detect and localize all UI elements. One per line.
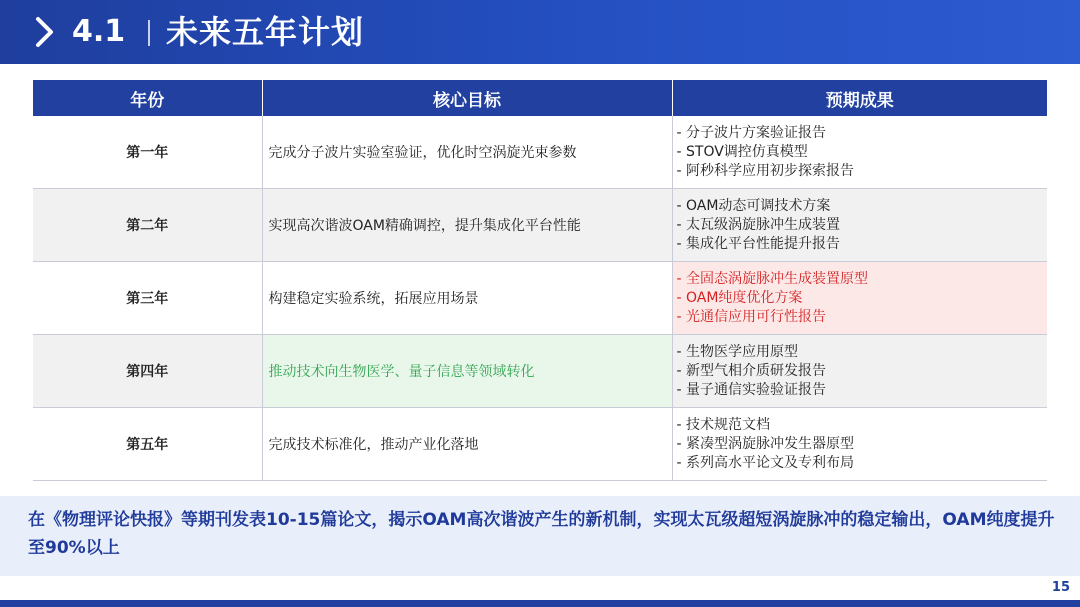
footer-bar bbox=[0, 600, 1080, 607]
table-row bbox=[33, 262, 1047, 335]
result-item: - 分子波片方案验证报告 bbox=[676, 124, 827, 141]
column-header-results: 预期成果 bbox=[672, 80, 1047, 116]
results-cell-highlighted bbox=[672, 262, 1047, 335]
result-item: - 光通信应用可行性报告 bbox=[676, 308, 827, 325]
chevron-right-icon bbox=[34, 16, 56, 48]
result-item: - 阿秒科学应用初步探索报告 bbox=[676, 162, 855, 179]
page-title: 未来五年计划 bbox=[166, 13, 365, 51]
goal-cell: 完成技术标准化，推动产业化落地 bbox=[262, 408, 672, 481]
table-header-row bbox=[33, 80, 1047, 116]
result-item: - 技术规范文档 bbox=[676, 416, 771, 433]
result-item: - OAM动态可调技术方案 bbox=[676, 197, 831, 214]
column-header-year: 年份 bbox=[33, 80, 262, 116]
results-cell bbox=[672, 335, 1047, 408]
goal-cell-highlighted: 推动技术向生物医学、量子信息等领域转化 bbox=[262, 335, 672, 408]
result-item: - 新型气相介质研发报告 bbox=[676, 362, 827, 379]
result-item: - 生物医学应用原型 bbox=[676, 343, 799, 360]
title-bar bbox=[0, 0, 1080, 64]
results-cell bbox=[672, 189, 1047, 262]
section-number: 4.1 bbox=[72, 14, 126, 49]
goal-cell: 构建稳定实验系统，拓展应用场景 bbox=[262, 262, 672, 335]
result-item: - 全固态涡旋脉冲生成装置原型 bbox=[676, 270, 869, 287]
table-row bbox=[33, 335, 1047, 408]
summary-box bbox=[0, 496, 1080, 576]
year-cell: 第三年 bbox=[33, 262, 262, 335]
results-cell bbox=[672, 408, 1047, 481]
goal-cell: 完成分子波片实验室验证，优化时空涡旋光束参数 bbox=[262, 116, 672, 189]
result-item: - 紧凑型涡旋脉冲发生器原型 bbox=[676, 435, 855, 452]
table-row bbox=[33, 189, 1047, 262]
result-item: - 集成化平台性能提升报告 bbox=[676, 235, 841, 252]
year-cell: 第五年 bbox=[33, 408, 262, 481]
goal-cell: 实现高次谐波OAM精确调控，提升集成化平台性能 bbox=[262, 189, 672, 262]
year-cell: 第二年 bbox=[33, 189, 262, 262]
table-row bbox=[33, 116, 1047, 189]
result-item: - 量子通信实验验证报告 bbox=[676, 381, 827, 398]
result-item: - 太瓦级涡旋脉冲生成装置 bbox=[676, 216, 841, 233]
five-year-plan-table bbox=[33, 80, 1047, 481]
results-cell bbox=[672, 116, 1047, 189]
title-divider bbox=[148, 20, 150, 46]
page-number: 15 bbox=[1051, 580, 1070, 595]
summary-text: 在《物理评论快报》等期刊发表10-15篇论文，揭示OAM高次谐波产生的新机制，实现太瓦级超短涡旋脉冲的稳定输出，OAM纯度提升至90%以上 bbox=[28, 510, 1055, 558]
result-item: - OAM纯度优化方案 bbox=[676, 289, 803, 306]
year-cell: 第一年 bbox=[33, 116, 262, 189]
column-header-goal: 核心目标 bbox=[262, 80, 672, 116]
result-item: - STOV调控仿真模型 bbox=[676, 143, 808, 160]
table-row bbox=[33, 408, 1047, 481]
result-item: - 系列高水平论文及专利布局 bbox=[676, 454, 855, 471]
year-cell: 第四年 bbox=[33, 335, 262, 408]
